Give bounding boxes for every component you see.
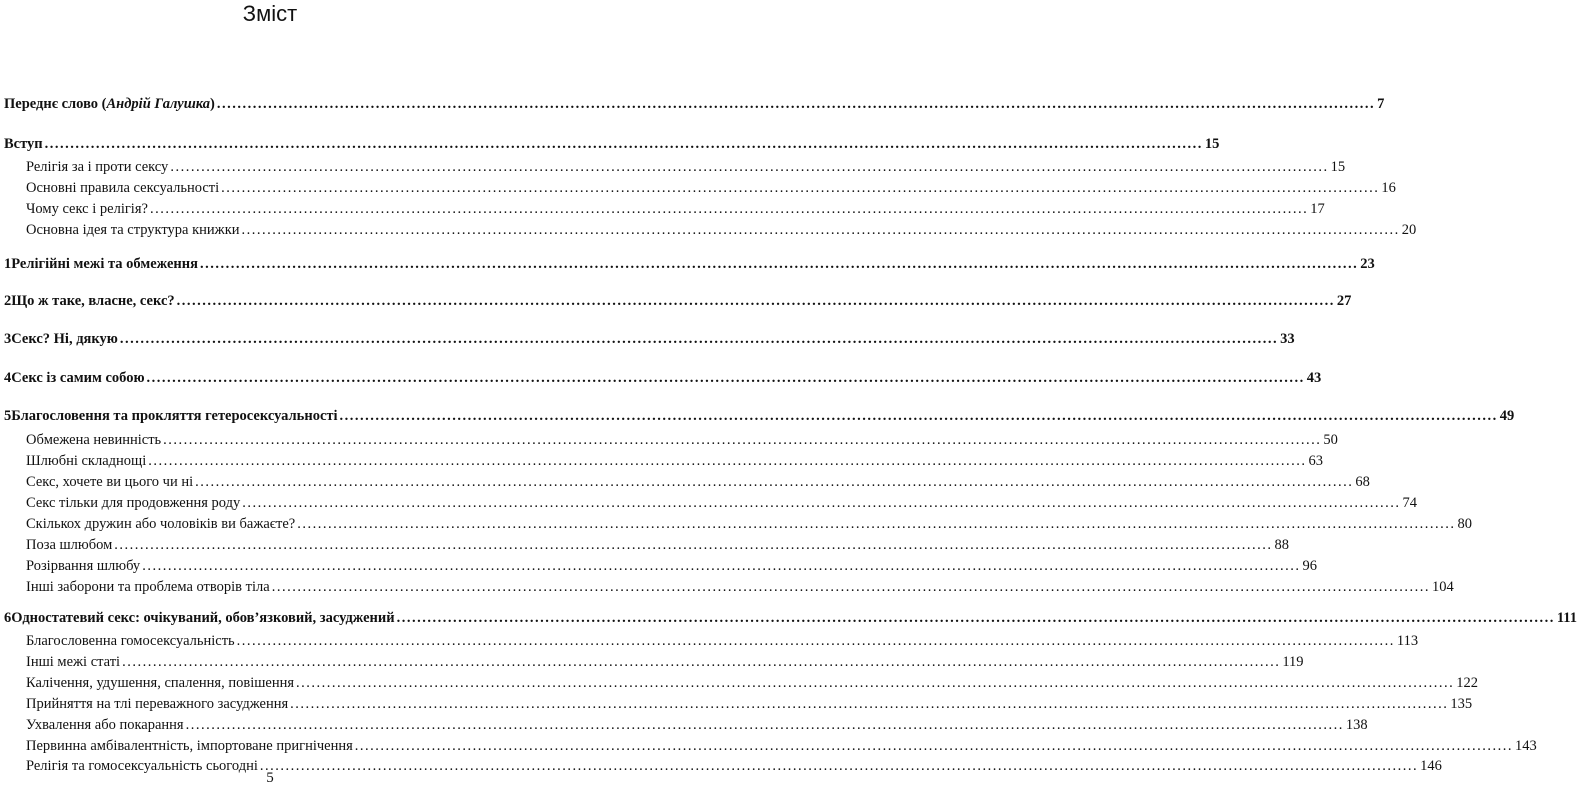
chapter-number: 5 [4, 408, 12, 424]
toc-author: Андрій Галушка [106, 96, 211, 112]
toc-label: Прийняття на тлі переважного засудження [26, 696, 289, 712]
toc-label: Секс? Ні, дякую [11, 331, 118, 347]
toc-subentry[interactable] [26, 514, 1472, 534]
toc-label: Скількох дружин або чоловіків ви бажаєте? [26, 516, 296, 532]
toc-label: Основні правила сексуальності [26, 180, 220, 196]
toc-label: Калічення, удушення, спалення, повішення [26, 675, 295, 691]
toc-chapter-2[interactable] [4, 291, 1352, 311]
leader-dots [242, 493, 1400, 513]
toc-page: 17 [1310, 201, 1325, 217]
toc-subentry[interactable] [26, 556, 1317, 576]
toc-page: 80 [1457, 516, 1472, 532]
page-number: 5 [266, 770, 274, 786]
leader-dots [290, 694, 1448, 714]
leader-dots [237, 631, 1395, 651]
chapter-number: 3 [4, 331, 12, 347]
toc-label: Шлюбні складнощі [26, 453, 147, 469]
leader-dots [148, 451, 1306, 471]
toc-subentry[interactable] [26, 178, 1396, 198]
leader-dots [296, 673, 1454, 693]
leader-dots [186, 715, 1344, 735]
page-title: Зміст [242, 1, 298, 26]
leader-dots [217, 94, 1375, 114]
toc-page: 15 [1330, 159, 1346, 175]
toc-subentry[interactable] [26, 157, 1346, 177]
toc-label: Секс тільки для продовження роду [26, 495, 241, 511]
leader-dots [340, 406, 1498, 426]
chapter-number: 2 [4, 293, 12, 309]
toc-subentry[interactable] [26, 430, 1338, 450]
toc-label: Благословення та прокляття гетеросексуальності [11, 408, 338, 424]
toc-page: 15 [1204, 136, 1220, 152]
toc-subentry[interactable] [26, 577, 1454, 597]
toc-chapter-5[interactable] [4, 406, 1515, 426]
toc-chapter-6[interactable] [4, 608, 1577, 628]
toc-page: 88 [1274, 537, 1290, 553]
toc-label: Одностатевий секс: очікуваний, обов’язковий, засуджений [11, 610, 395, 626]
toc-page: 16 [1381, 180, 1396, 196]
toc-page: 122 [1456, 675, 1479, 691]
toc-subentry[interactable] [26, 535, 1290, 555]
toc-subentry[interactable] [26, 472, 1370, 492]
toc-subentry[interactable] [26, 199, 1325, 219]
toc-subentry[interactable] [26, 715, 1368, 735]
toc-label: Обмежена невинність [26, 432, 162, 448]
toc-page: 63 [1308, 453, 1323, 469]
leader-dots [397, 608, 1555, 628]
toc-page: 49 [1499, 408, 1515, 424]
toc-page: 33 [1280, 331, 1295, 347]
leader-dots [150, 199, 1308, 219]
leader-dots [200, 254, 1358, 274]
leader-dots [242, 220, 1400, 240]
toc-page: 104 [1431, 579, 1454, 595]
toc-label: Релігія та гомосексуальність сьогодні [26, 758, 258, 774]
toc-subentry[interactable] [26, 493, 1418, 513]
toc-page: 119 [1282, 654, 1304, 670]
toc-label: Основна ідея та структура книжки [26, 222, 240, 238]
toc-label: Розірвання шлюбу [26, 558, 141, 574]
toc-label: Секс, хочете ви цього чи ні [26, 474, 194, 490]
toc-label: Благословенна гомосексуальність [26, 633, 235, 649]
leader-dots [122, 652, 1280, 672]
toc-page: 27 [1336, 293, 1352, 309]
toc-label: Інші заборони та проблема отворів тіла [26, 579, 270, 595]
toc-label: Релігійні межі та обмеження [11, 256, 198, 272]
chapter-number: 4 [4, 370, 12, 386]
toc-label: Вступ [4, 136, 43, 152]
toc-label: Ухвалення або покарання [26, 717, 184, 733]
leader-dots [147, 368, 1305, 388]
toc-page: 68 [1355, 474, 1370, 490]
toc-label-close: ) [210, 96, 215, 112]
toc-subentry[interactable] [26, 220, 1417, 240]
leader-dots [45, 134, 1203, 154]
toc-page: 143 [1515, 738, 1537, 754]
leader-dots [221, 178, 1379, 198]
toc-page: 50 [1323, 432, 1338, 448]
toc-label: Релігія за і проти сексу [26, 159, 169, 175]
toc-chapter-4[interactable] [4, 368, 1322, 388]
toc-label: Секс із самим собою [11, 370, 145, 386]
leader-dots [195, 472, 1353, 492]
toc-page: 74 [1402, 495, 1418, 511]
toc-page: 43 [1306, 370, 1322, 386]
toc-label: Переднє слово ( [4, 96, 107, 112]
toc-subentry[interactable] [26, 673, 1479, 693]
toc-page: 111 [1556, 610, 1577, 626]
chapter-number: 1 [4, 256, 12, 272]
toc-page: 138 [1345, 717, 1368, 733]
toc-entry-foreword[interactable] [4, 94, 1385, 114]
leader-dots [170, 157, 1328, 177]
toc-chapter-1[interactable] [4, 254, 1375, 274]
toc-subentry[interactable] [26, 451, 1323, 471]
leader-dots [163, 430, 1321, 450]
toc-page: 135 [1450, 696, 1473, 712]
toc-subentry[interactable] [26, 631, 1419, 651]
toc-page: 20 [1401, 222, 1417, 238]
toc-subentry[interactable] [26, 652, 1304, 672]
leader-dots [142, 556, 1300, 576]
leader-dots [297, 514, 1455, 534]
toc-page: 146 [1420, 758, 1442, 774]
leader-dots [272, 577, 1430, 597]
toc-label: Поза шлюбом [26, 537, 113, 553]
toc-label: Інші межі статі [26, 654, 121, 670]
leader-dots [177, 291, 1335, 311]
toc-page: 23 [1360, 256, 1375, 272]
toc-page: 96 [1302, 558, 1317, 574]
toc-page: 7 [1377, 96, 1385, 112]
chapter-number: 6 [4, 610, 12, 626]
toc-label: Що ж таке, власне, секс? [11, 293, 175, 309]
toc-label: Первинна амбівалентність, імпортоване пригнічення [26, 738, 353, 754]
toc-chapter-3[interactable] [4, 329, 1295, 349]
toc-entry-intro[interactable] [4, 134, 1220, 154]
toc-label: Чому секс і релігія? [26, 201, 148, 217]
toc-subentry[interactable] [26, 694, 1473, 714]
leader-dots [355, 736, 1513, 756]
leader-dots [120, 329, 1278, 349]
toc-subentry[interactable] [26, 736, 1537, 756]
leader-dots [114, 535, 1272, 555]
toc-page: 113 [1396, 633, 1419, 649]
